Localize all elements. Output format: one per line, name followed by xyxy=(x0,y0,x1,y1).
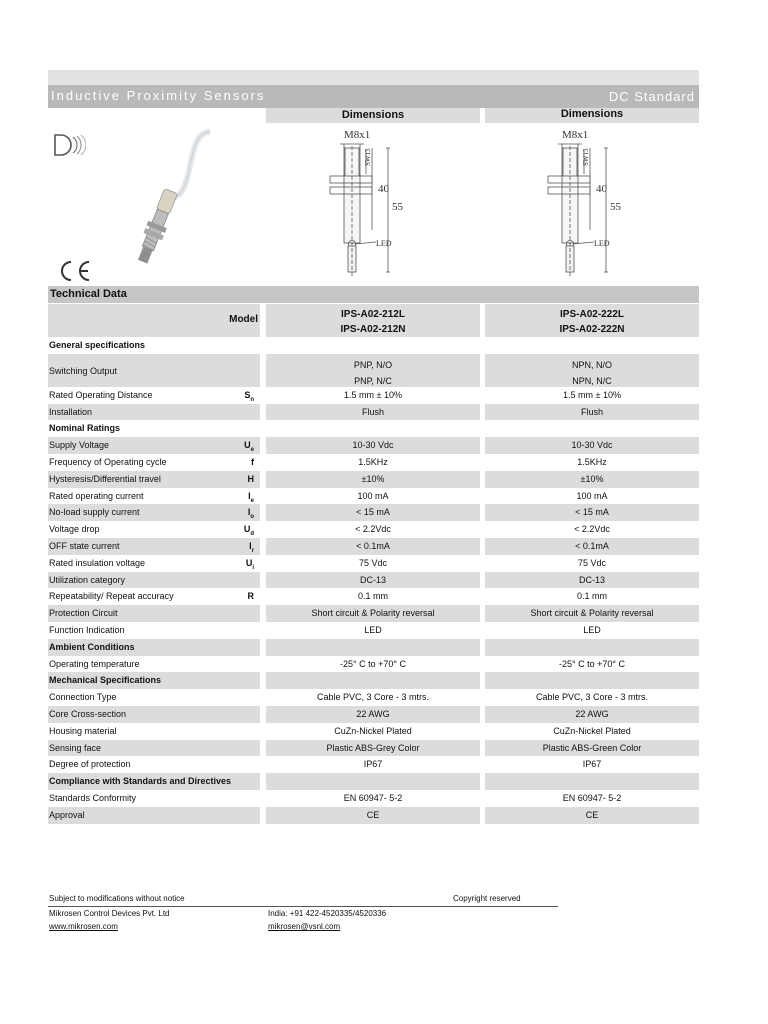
spec-row xyxy=(48,756,699,773)
dimension-drawing-b xyxy=(518,126,658,286)
spec-label: Switching Output xyxy=(49,365,118,376)
spec-value-a: < 15 mA xyxy=(356,507,390,518)
spec-label: Rated insulation voltage xyxy=(49,557,146,568)
spec-value-b: Flush xyxy=(580,406,603,417)
spec-value-a: Short circuit & Polarity reversal xyxy=(311,608,435,619)
spec-row xyxy=(48,622,699,639)
spec-value-b: 75 Vdc xyxy=(577,557,607,568)
model-a-2: IPS-A02-212N xyxy=(340,324,406,335)
sensor-product-image xyxy=(110,126,220,276)
spec-value-b: 22 AWG xyxy=(575,709,609,719)
spec-row xyxy=(48,504,699,521)
spec-value-b: IP67 xyxy=(582,759,602,770)
spec-value-a xyxy=(266,773,480,776)
spec-value-b: Plastic ABS-Green Color xyxy=(542,742,642,753)
spec-value-a: 100 mA xyxy=(357,490,389,501)
dimensions-header-a: Dimensions xyxy=(266,108,480,123)
model-b-1: IPS-A02-222L xyxy=(560,309,624,320)
title-bar xyxy=(48,85,699,108)
spec-label: Core Cross-section xyxy=(49,709,127,719)
spec-symbol: $I_r$ xyxy=(249,541,254,554)
footer-company: Mikrosen Control Devices Pvt. Ltd xyxy=(49,909,170,918)
spec-value-a: DC-13 xyxy=(359,574,386,585)
spec-value-b: EN 60947- 5-2 xyxy=(562,793,622,803)
length-55-label: 55 xyxy=(392,201,403,213)
spec-value-b xyxy=(485,337,699,340)
ce-mark-icon xyxy=(56,259,96,283)
spec-row xyxy=(48,740,699,757)
spec-label: Voltage drop xyxy=(49,524,100,535)
spec-label: Repeatability/ Repeat accuracy xyxy=(49,591,174,602)
spec-row xyxy=(48,354,699,387)
spec-value-b: < 2.2Vdc xyxy=(574,524,610,535)
led-label: LED xyxy=(376,239,392,248)
spec-symbol: $I_e$ xyxy=(248,490,254,504)
thread-label: M8x1 xyxy=(344,129,371,141)
spec-label: Hysteresis/Differential travel xyxy=(49,473,161,484)
spec-value-a: Plastic ABS-Grey Color xyxy=(326,742,420,753)
spec-label: Rated Operating Distance xyxy=(49,389,153,400)
spec-value-a: ±10% xyxy=(361,473,385,484)
dimension-drawing-a xyxy=(300,126,440,286)
spec-symbol: H xyxy=(247,473,254,484)
spec-value-b: 1.5 mm ± 10% xyxy=(563,389,621,400)
spec-row xyxy=(48,656,699,673)
spec-row xyxy=(48,404,699,421)
spec-label: Sensing face xyxy=(49,742,102,753)
spec-label: Compliance with Standards and Directives xyxy=(49,776,232,787)
spec-label: OFF state current xyxy=(49,541,120,551)
spec-value-a: PNP, N/C xyxy=(354,375,392,386)
spec-value-a: 10-30 Vdc xyxy=(352,440,394,451)
spec-row xyxy=(48,790,699,807)
spec-label: Degree of protection xyxy=(49,759,131,770)
footer-divider xyxy=(48,906,558,907)
spec-row xyxy=(48,723,699,740)
spec-row xyxy=(48,437,699,454)
spec-row xyxy=(48,555,699,572)
spec-row xyxy=(48,488,699,505)
spec-value-a: IP67 xyxy=(363,759,383,770)
spec-row xyxy=(48,605,699,622)
spec-label: Approval xyxy=(49,809,85,820)
section-header-row xyxy=(48,420,699,437)
spec-symbol: R xyxy=(247,591,254,602)
spec-label: Supply Voltage xyxy=(49,440,110,451)
spec-label: Function Indication xyxy=(49,625,125,635)
wrench-label: SW13 xyxy=(364,148,372,166)
spec-value-b xyxy=(485,773,699,776)
spec-symbol: f xyxy=(251,457,254,467)
spec-value-a xyxy=(266,672,480,675)
length-40-label: 40 xyxy=(596,183,607,195)
model-row xyxy=(48,304,699,337)
spec-row xyxy=(48,387,699,404)
spec-row xyxy=(48,706,699,723)
spec-label: Mechanical Specifications xyxy=(49,675,162,686)
section-header-row xyxy=(48,672,699,689)
spec-value-a: < 0.1mA xyxy=(356,541,390,551)
spec-row xyxy=(48,471,699,488)
footer-website-link[interactable]: www.mikrosen.com xyxy=(49,922,118,931)
spec-value-b: CuZn-Nickel Plated xyxy=(553,725,631,736)
spec-symbol: $S_n$ xyxy=(244,389,254,403)
spec-value-b: NPN, N/O xyxy=(571,359,612,370)
spec-label: General specifications xyxy=(49,340,146,350)
footer-phone: India: +91 422-4520335/4520336 xyxy=(268,909,387,918)
spec-value-a: 1.5 mm ± 10% xyxy=(344,389,402,400)
spec-label: Connection Type xyxy=(49,692,117,703)
model-a-1: IPS-A02-212L xyxy=(341,309,405,320)
spec-label: Ambient Conditions xyxy=(49,641,135,652)
spec-value-b: 10-30 Vdc xyxy=(571,440,613,451)
section-header-row xyxy=(48,639,699,656)
spec-value-a xyxy=(266,337,480,340)
spec-symbol: $U_e$ xyxy=(244,440,254,453)
spec-value-a: Cable PVC, 3 Core - 3 mtrs. xyxy=(316,692,430,703)
wrench-label: SW13 xyxy=(582,148,590,166)
spec-row xyxy=(48,572,699,589)
spec-value-b: 100 mA xyxy=(576,490,608,501)
spec-label: No-load supply current xyxy=(49,507,140,518)
spec-value-b: LED xyxy=(583,625,601,635)
spec-value-b: Cable PVC, 3 Core - 3 mtrs. xyxy=(535,692,649,703)
spec-value-a: Flush xyxy=(361,406,384,417)
sensing-symbol-icon xyxy=(52,131,86,159)
thread-label: M8x1 xyxy=(562,129,589,141)
spec-label: Installation xyxy=(49,406,93,417)
footer-notice: Subject to modifications without notice xyxy=(49,894,185,903)
dimensions-header-b: Dimensions xyxy=(485,108,699,123)
spec-value-b xyxy=(485,420,699,423)
spec-value-b: < 15 mA xyxy=(575,507,609,518)
spec-value-a: LED xyxy=(364,625,382,635)
spec-value-a: -25° C to +70° C xyxy=(340,658,406,669)
model-b-2: IPS-A02-222N xyxy=(559,324,625,335)
spec-value-b: CE xyxy=(585,809,599,820)
spec-value-a: < 2.2Vdc xyxy=(355,524,391,535)
header-top-band xyxy=(48,70,699,85)
spec-symbol: $U_d$ xyxy=(243,524,254,537)
spec-label: Nominal Ratings xyxy=(49,423,121,434)
spec-label: Rated operating current xyxy=(49,490,144,501)
spec-value-a: EN 60947- 5-2 xyxy=(343,793,403,803)
spec-label: Frequency of Operating cycle xyxy=(49,457,167,467)
spec-label: Operating temperature xyxy=(49,658,140,669)
spec-label: Utilization category xyxy=(49,574,126,585)
spec-label: Protection Circuit xyxy=(49,608,118,619)
spec-value-b: 0.1 mm xyxy=(576,591,607,602)
spec-value-a: CE xyxy=(366,809,380,820)
spec-row xyxy=(48,588,699,605)
spec-value-a: CuZn-Nickel Plated xyxy=(334,725,412,736)
spec-label: Standards Conformity xyxy=(49,793,137,803)
length-55-label: 55 xyxy=(610,201,621,213)
footer-copyright: Copyright reserved xyxy=(453,894,521,903)
spec-row xyxy=(48,807,699,824)
technical-data-header: Technical Data xyxy=(48,286,699,303)
spec-value-a: 0.1 mm xyxy=(357,591,388,602)
spec-value-b: ±10% xyxy=(580,473,604,484)
spec-value-a: 22 AWG xyxy=(356,709,390,719)
spec-value-b: NPN, N/C xyxy=(572,375,612,386)
document-title: Inductive Proximity Sensors xyxy=(51,88,266,103)
spec-value-a xyxy=(266,639,480,642)
section-header-row xyxy=(48,337,699,354)
spec-value-a: 75 Vdc xyxy=(358,557,388,568)
spec-row xyxy=(48,521,699,538)
spec-value-b xyxy=(485,639,699,642)
spec-symbol: $U_i$ xyxy=(245,557,254,571)
spec-row xyxy=(48,454,699,471)
spec-value-a xyxy=(266,420,480,423)
section-header-row xyxy=(48,773,699,790)
spec-value-a: PNP, N/O xyxy=(353,359,393,370)
spec-value-a: 1.5KHz xyxy=(358,457,388,467)
led-label: LED xyxy=(594,239,610,248)
spec-value-b: 1.5KHz xyxy=(577,457,607,467)
spec-row xyxy=(48,689,699,706)
spec-value-b xyxy=(485,672,699,675)
document-category: DC Standard xyxy=(608,89,695,104)
length-40-label: 40 xyxy=(378,183,389,195)
spec-value-b: Short circuit & Polarity reversal xyxy=(530,608,654,619)
spec-value-b: < 0.1mA xyxy=(575,541,609,551)
spec-row xyxy=(48,538,699,555)
model-label: Model xyxy=(229,314,258,325)
spec-symbol: $I_o$ xyxy=(247,507,254,521)
spec-value-b: -25° C to +70° C xyxy=(559,658,625,669)
spec-label: Housing material xyxy=(49,725,117,736)
footer-email-link[interactable]: mikrosen@vsnl.com xyxy=(268,922,341,931)
spec-value-b: DC-13 xyxy=(578,574,605,585)
